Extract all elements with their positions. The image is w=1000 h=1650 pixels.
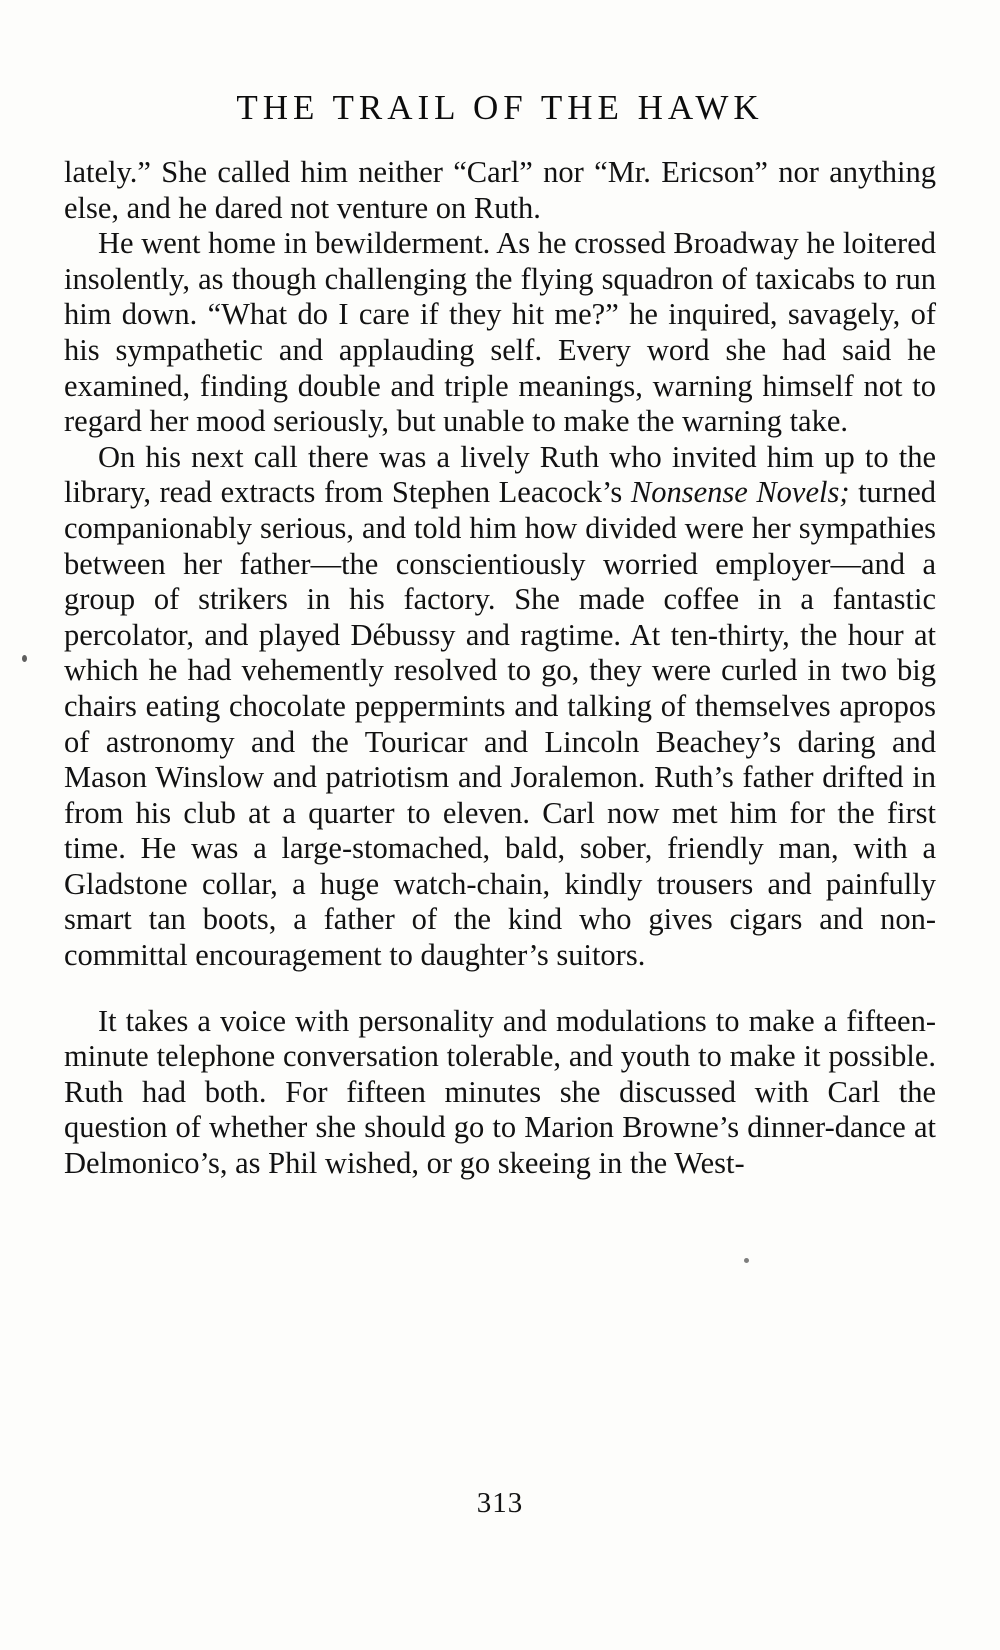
page-title: THE TRAIL OF THE HAWK bbox=[236, 88, 764, 127]
paragraph-4: It takes a voice with personality and modulations to make a fifteen-minute telephone conversation tolerable, and youth to make it possible. Ruth had both. For fifteen minutes she discussed with Carl the question of whether she should go to Marion Browne’s dinner-dance at Delmonico’s, as Phil wished, or go skeeing in the West- bbox=[64, 1003, 936, 1181]
ink-speck-icon bbox=[744, 1258, 749, 1263]
paragraph-3 bbox=[64, 440, 936, 974]
paragraph-2: He went home in bewilderment. As he crossed Broadway he loitered insolently, as though challenging the flying squadron of taxicabs to run him down. “What do I care if they hit me?” he inquired, savagely, of his sympathetic and applauding self. Every word she had said he examined, finding double and triple meanings, warning himself not to regard her mood seriously, but unable to make the warning take. bbox=[64, 226, 936, 439]
paragraph-3-lead: On his next call there was a lively Ruth who invited him up to the library, read extracts from Stephen Leacock’s bbox=[64, 439, 936, 510]
paragraph-3-tail: turned companionably serious, and told him how divided were her sympathies between her father—the conscientiously worried employer—and a group of strikers in his factory. She made coffee in a fantastic percolator, and played Débussy and ragtime. At ten-thirty, the hour at which he had vehemently resolved to go, they were curled in two big chairs eating chocolate peppermints and talking of themselves apropos of astronomy and the Touricar and Lincoln Beachey’s daring and Mason Winslow and patriotism and Joralemon. Ruth’s father drifted in from his club at a quarter to eleven. Carl now met him for the first time. He was a large-stomached, bald, sober, friendly man, with a Gladstone collar, a huge watch-chain, kindly trousers and painfully smart tan boots, a father of the kind who gives cigars and non-committal encouragement to daughter’s suitors. bbox=[64, 475, 937, 973]
page-body bbox=[64, 155, 936, 1182]
book-title-italic: Nonsense Novels; bbox=[630, 475, 850, 510]
paragraph-1: lately.” She called him neither “Carl” nor “Mr. Ericson” nor anything else, and he dared not venture on Ruth. bbox=[64, 155, 936, 225]
page-number: 313 bbox=[476, 1487, 524, 1519]
ink-speck-icon bbox=[22, 655, 27, 662]
